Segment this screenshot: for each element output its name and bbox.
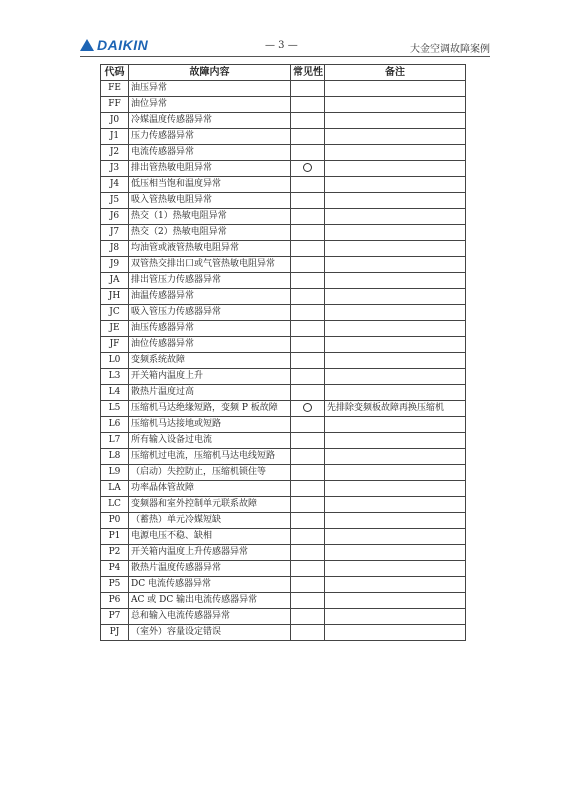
fault-note	[325, 593, 466, 609]
fault-description: 均油管或液管热敏电阻异常	[129, 241, 291, 257]
fault-code: J3	[101, 161, 129, 177]
fault-code: J6	[101, 209, 129, 225]
column-header-common: 常见性	[291, 65, 325, 81]
fault-code-table	[100, 64, 466, 641]
fault-note	[325, 337, 466, 353]
fault-note	[325, 289, 466, 305]
fault-code: JF	[101, 337, 129, 353]
fault-description: 排出管热敏电阻异常	[129, 161, 291, 177]
common-indicator-cell	[291, 353, 325, 369]
fault-code: P5	[101, 577, 129, 593]
fault-code: P0	[101, 513, 129, 529]
fault-note	[325, 321, 466, 337]
fault-code: JC	[101, 305, 129, 321]
fault-description: 压缩机马达绝缘短路，变频 P 板故障	[129, 401, 291, 417]
fault-description: 电源电压不稳、缺相	[129, 529, 291, 545]
common-indicator-cell	[291, 385, 325, 401]
common-indicator-cell	[291, 209, 325, 225]
table-row	[101, 577, 466, 593]
fault-code: P4	[101, 561, 129, 577]
table-row	[101, 609, 466, 625]
column-header-note: 备注	[325, 65, 466, 81]
common-indicator-cell	[291, 305, 325, 321]
table-row	[101, 545, 466, 561]
fault-description: 油温传感器异常	[129, 289, 291, 305]
header-title: 大金空调故障案例	[410, 44, 490, 55]
fault-note	[325, 97, 466, 113]
common-indicator-cell	[291, 289, 325, 305]
common-indicator-cell	[291, 321, 325, 337]
fault-description: （室外）容量设定错误	[129, 625, 291, 641]
fault-description: 冷媒温度传感器异常	[129, 113, 291, 129]
fault-code: J0	[101, 113, 129, 129]
table-row	[101, 337, 466, 353]
fault-description: 散热片温度传感器异常	[129, 561, 291, 577]
fault-note	[325, 481, 466, 497]
fault-note	[325, 545, 466, 561]
fault-code: L4	[101, 385, 129, 401]
common-indicator-cell	[291, 593, 325, 609]
fault-code: L6	[101, 417, 129, 433]
fault-description: 总和输入电流传感器异常	[129, 609, 291, 625]
table-row	[101, 193, 466, 209]
fault-description: 热交（2）热敏电阻异常	[129, 225, 291, 241]
common-indicator-cell	[291, 417, 325, 433]
table-row	[101, 497, 466, 513]
table-row	[101, 433, 466, 449]
table-row	[101, 561, 466, 577]
fault-description: 油位传感器异常	[129, 337, 291, 353]
fault-note: 先排除变频板故障再换压缩机	[325, 401, 466, 417]
common-indicator-cell	[291, 97, 325, 113]
fault-note	[325, 241, 466, 257]
common-indicator-cell	[291, 513, 325, 529]
table-row	[101, 449, 466, 465]
table-row	[101, 353, 466, 369]
fault-note	[325, 385, 466, 401]
fault-description: 变频系统故障	[129, 353, 291, 369]
table-row	[101, 305, 466, 321]
common-indicator-cell	[291, 529, 325, 545]
fault-note	[325, 113, 466, 129]
fault-code: LA	[101, 481, 129, 497]
table-row	[101, 465, 466, 481]
column-header-description: 故障内容	[129, 65, 291, 81]
table-row	[101, 97, 466, 113]
fault-code: L8	[101, 449, 129, 465]
fault-description: （启动）失控防止，压缩机锁住等	[129, 465, 291, 481]
fault-code: J5	[101, 193, 129, 209]
fault-note	[325, 81, 466, 97]
table-row	[101, 225, 466, 241]
fault-description: 热交（1）热敏电阻异常	[129, 209, 291, 225]
fault-code: P6	[101, 593, 129, 609]
fault-description: 压力传感器异常	[129, 129, 291, 145]
fault-note	[325, 145, 466, 161]
table-row	[101, 81, 466, 97]
fault-description: 吸入管热敏电阻异常	[129, 193, 291, 209]
fault-code: J1	[101, 129, 129, 145]
fault-note	[325, 129, 466, 145]
table-row	[101, 625, 466, 641]
fault-note	[325, 225, 466, 241]
fault-note	[325, 577, 466, 593]
fault-note	[325, 305, 466, 321]
fault-note	[325, 417, 466, 433]
fault-code: JH	[101, 289, 129, 305]
common-indicator-cell	[291, 465, 325, 481]
fault-description: 压缩机过电流，压缩机马达电线短路	[129, 449, 291, 465]
table-row	[101, 289, 466, 305]
circle-mark-icon	[303, 403, 312, 412]
fault-code: P1	[101, 529, 129, 545]
fault-note	[325, 273, 466, 289]
table-row	[101, 417, 466, 433]
fault-note	[325, 449, 466, 465]
common-indicator-cell	[291, 497, 325, 513]
fault-code: JE	[101, 321, 129, 337]
table-row	[101, 177, 466, 193]
fault-description: DC 电流传感器异常	[129, 577, 291, 593]
fault-note	[325, 369, 466, 385]
table-row	[101, 161, 466, 177]
fault-description: 吸入管压力传感器异常	[129, 305, 291, 321]
table-header-row	[101, 65, 466, 81]
table-row	[101, 593, 466, 609]
table-row	[101, 113, 466, 129]
fault-note	[325, 625, 466, 641]
common-indicator-cell	[291, 129, 325, 145]
fault-note	[325, 433, 466, 449]
common-indicator-cell	[291, 561, 325, 577]
table-row	[101, 385, 466, 401]
page-header	[80, 35, 490, 57]
fault-description: 压缩机马达接地或短路	[129, 417, 291, 433]
table-row	[101, 209, 466, 225]
fault-description: 低压相当饱和温度异常	[129, 177, 291, 193]
common-indicator-cell	[291, 433, 325, 449]
fault-note	[325, 257, 466, 273]
fault-code: FE	[101, 81, 129, 97]
fault-code: J8	[101, 241, 129, 257]
fault-code: L0	[101, 353, 129, 369]
common-indicator-cell	[291, 161, 325, 177]
common-indicator-cell	[291, 257, 325, 273]
fault-code: FF	[101, 97, 129, 113]
fault-description: 变频器和室外控制单元联系故障	[129, 497, 291, 513]
common-indicator-cell	[291, 113, 325, 129]
common-indicator-cell	[291, 177, 325, 193]
table-row	[101, 481, 466, 497]
common-indicator-cell	[291, 625, 325, 641]
header-divider	[80, 56, 490, 57]
table-row	[101, 513, 466, 529]
common-indicator-cell	[291, 225, 325, 241]
fault-code: L5	[101, 401, 129, 417]
fault-description: （蓄热）单元冷媒短缺	[129, 513, 291, 529]
common-indicator-cell	[291, 337, 325, 353]
fault-note	[325, 177, 466, 193]
common-indicator-cell	[291, 241, 325, 257]
fault-code: L3	[101, 369, 129, 385]
common-indicator-cell	[291, 449, 325, 465]
fault-code: JA	[101, 273, 129, 289]
fault-code: J7	[101, 225, 129, 241]
fault-description: 油压异常	[129, 81, 291, 97]
circle-mark-icon	[303, 163, 312, 172]
fault-code: P2	[101, 545, 129, 561]
fault-code: J4	[101, 177, 129, 193]
fault-code: LC	[101, 497, 129, 513]
table-row	[101, 529, 466, 545]
fault-note	[325, 609, 466, 625]
table-row	[101, 273, 466, 289]
daikin-triangle-icon	[80, 39, 94, 51]
fault-note	[325, 561, 466, 577]
table-row	[101, 401, 466, 417]
fault-code: J9	[101, 257, 129, 273]
fault-description: 所有输入设备过电流	[129, 433, 291, 449]
fault-note	[325, 513, 466, 529]
fault-note	[325, 209, 466, 225]
table-row	[101, 369, 466, 385]
fault-description: AC 或 DC 输出电流传感器异常	[129, 593, 291, 609]
common-indicator-cell	[291, 193, 325, 209]
fault-code: L9	[101, 465, 129, 481]
fault-note	[325, 353, 466, 369]
common-indicator-cell	[291, 577, 325, 593]
table-row	[101, 145, 466, 161]
common-indicator-cell	[291, 609, 325, 625]
table-row	[101, 257, 466, 273]
page-number: — 3 —	[265, 40, 298, 51]
common-indicator-cell	[291, 81, 325, 97]
common-indicator-cell	[291, 145, 325, 161]
fault-description: 双管热交排出口或气管热敏电阻异常	[129, 257, 291, 273]
fault-description: 开关箱内温度上升	[129, 369, 291, 385]
daikin-logo	[80, 37, 148, 53]
fault-note	[325, 193, 466, 209]
fault-code: J2	[101, 145, 129, 161]
fault-code: P7	[101, 609, 129, 625]
column-header-code: 代码	[101, 65, 129, 81]
common-indicator-cell	[291, 481, 325, 497]
common-indicator-cell	[291, 273, 325, 289]
fault-note	[325, 465, 466, 481]
common-indicator-cell	[291, 545, 325, 561]
logo-text: DAIKIN	[97, 37, 149, 53]
fault-description: 排出管压力传感器异常	[129, 273, 291, 289]
fault-description: 功率晶体管故障	[129, 481, 291, 497]
table-row	[101, 321, 466, 337]
fault-description: 油压传感器异常	[129, 321, 291, 337]
fault-description: 散热片温度过高	[129, 385, 291, 401]
fault-note	[325, 497, 466, 513]
fault-code: L7	[101, 433, 129, 449]
fault-description: 电流传感器异常	[129, 145, 291, 161]
common-indicator-cell	[291, 369, 325, 385]
table-row	[101, 241, 466, 257]
fault-description: 油位异常	[129, 97, 291, 113]
table-row	[101, 129, 466, 145]
fault-code: PJ	[101, 625, 129, 641]
fault-note	[325, 161, 466, 177]
common-indicator-cell	[291, 401, 325, 417]
fault-note	[325, 529, 466, 545]
fault-description: 开关箱内温度上升传感器异常	[129, 545, 291, 561]
